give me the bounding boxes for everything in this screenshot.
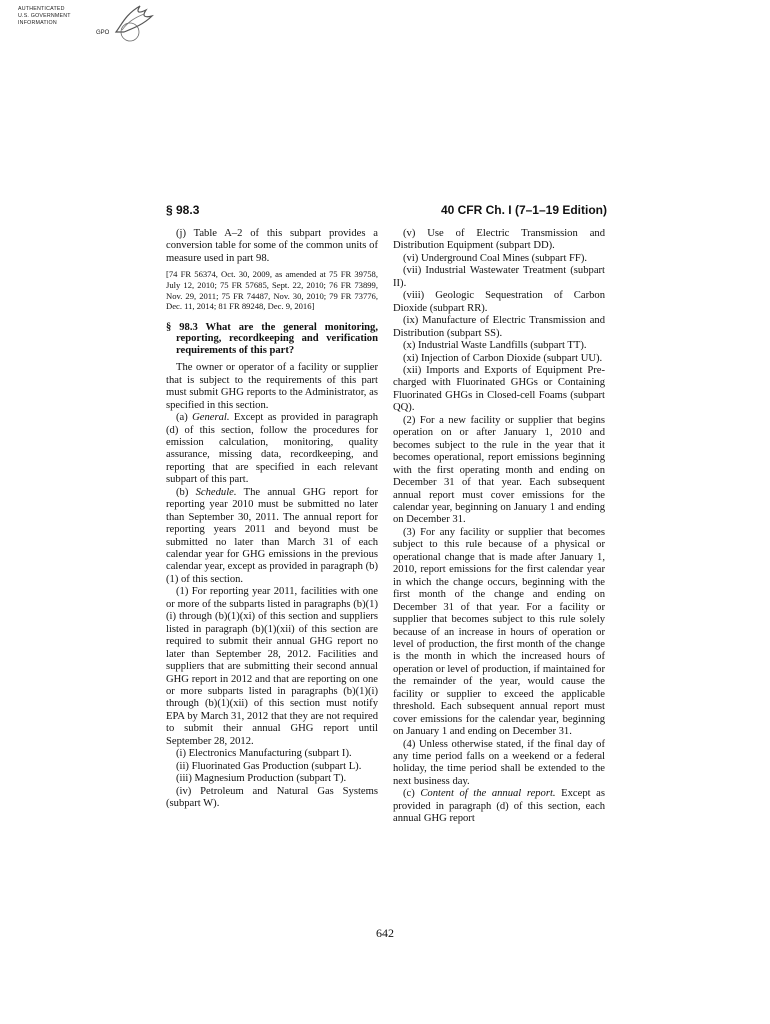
paragraph-c-term: Content of the annual report. — [420, 788, 556, 800]
seal-text-line-3: INFORMATION — [18, 20, 57, 26]
seal-text-line-2: U.S. GOVERNMENT — [18, 13, 71, 19]
list-item-xii: (xii) Imports and Exports of Equipment Pre-charged with Fluorinated GHGs or Containing Fluorinated GHGs in Closed-cell Foams (subpart QQ). — [393, 364, 605, 414]
paragraph-b2: (2) For a new facility or supplier that begins operation on or after January 1, 2010 and becomes subject to the rule in the year that it becomes operational, report emissions beginning with the first operating month and ending on December 31 of that year. Each subsequent annual report must cover emissions for the calendar year, beginning on January 1 and ending on December 31. — [393, 414, 605, 526]
paragraph-b — [166, 487, 378, 587]
paragraph-c-text: Except as provided in paragraph (d) of this section, each annual GHG report — [393, 788, 605, 825]
list-item-ii: (ii) Fluorinated Gas Production (subpart L). — [176, 760, 362, 772]
list-item-vii: (vii) Industrial Wastewater Treatment (subpart II). — [393, 265, 605, 289]
paragraph-b3: (3) For any facility or supplier that becomes subject to this rule because of a physical or operational change that is made after January 1, 2010, report emissions for the first calendar year in which the change occurs, beginning with the first month of the change and ending on December 31 of that year. For a facility or supplier that becomes subject to this rule solely because of an increase in hours of operation or level of production, the first month of the change is the month in which the increased hours of operation or level of production, if maintained for the remainder of the year, would cause the facility or supplier to exceed the applicable threshold. Each subsequent annual report must cover emissions for the calendar year, beginning on January 1 and ending on December 31. — [393, 526, 605, 738]
paragraph-b-label: (b) — [176, 486, 196, 498]
intro-paragraph: The owner or operator of a facility or supplier that is subject to the requirements of this part must submit GHG reports to the Administrator, as specified in this section. — [166, 362, 378, 411]
left-column — [166, 228, 378, 811]
eagle-icon — [110, 2, 156, 42]
list-item-vi: (vi) Underground Coal Mines (subpart FF). — [403, 252, 587, 264]
list-item-v: (v) Use of Electric Transmission and Distribution Equipment (subpart DD). — [393, 228, 605, 252]
page-number: 642 — [376, 926, 394, 940]
gpo-authentication-seal — [18, 2, 148, 50]
amendment-citation: [74 FR 56374, Oct. 30, 2009, as amended at 75 FR 39758, July 12, 2010; 75 FR 57685, Sept. 22, 2010; 76 FR 73899, Nov. 29, 2011; 75 FR 74487, Nov. 30, 2010; 79 FR 73776, Dec. 11, 2014; 81 FR 89248, Dec. 9, 2016] — [166, 269, 378, 312]
right-column — [393, 228, 605, 826]
list-item-xi: (xi) Injection of Carbon Dioxide (subpart UU). — [403, 352, 603, 364]
paragraph-a-label: (a) — [176, 412, 193, 424]
list-item-iii: (iii) Magnesium Production (subpart T). — [176, 773, 347, 785]
paragraph-a-term: General. — [192, 412, 230, 424]
paragraph-j: (j) Table A–2 of this subpart provides a conversion table for some of the common units of measure used in part 98. — [166, 228, 378, 264]
paragraph-b1: (1) For reporting year 2011, facilities with one or more of the subparts listed in paragraphs (b)(1)(i) through (b)(1)(xi) of this section and suppliers listed in paragraph (b)(1)(xii) of this section are required to submit their annual GHG report no later than September 28, 2012. Facilities and suppliers that are submitting their second annual GHG report in 2012 and that are reporting on one or more subparts listed in paragraphs (b)(1)(i) through (b)(1)(xii) of this section must notify EPA by March 31, 2012 that they are not required to submit their annual GHG report until September 28, 2012. — [166, 586, 378, 747]
list-item-ix: (ix) Manufacture of Electric Transmission and Distribution (subpart SS). — [393, 315, 605, 339]
seal-gpo-label: GPO — [96, 30, 110, 36]
list-item-iv: (iv) Petroleum and Natural Gas Systems (subpart W). — [166, 785, 378, 810]
seal-text-line-1: AUTHENTICATED — [18, 6, 65, 12]
running-head-title: 40 CFR Ch. I (7–1–19 Edition) — [440, 203, 607, 217]
paragraph-b4: (4) Unless otherwise stated, if the final day of any time period falls on a weekend or a federal holiday, the time period shall be extended to the next business day. — [393, 738, 605, 787]
running-head-section: § 98.3 — [166, 203, 200, 217]
paragraph-a-text: Except as provided in paragraph (d) of this section, follow the procedures for emission calculation, monitoring, quality assurance, missing data, recordkeeping, and reporting that are specified in each relevant subpart of this part. — [166, 412, 378, 486]
paragraph-b-term: Schedule. — [195, 486, 237, 498]
running-head — [166, 203, 607, 219]
list-item-i: (i) Electronics Manufacturing (subpart I). — [176, 748, 352, 760]
paragraph-c — [393, 788, 605, 825]
paragraph-b-text: The annual GHG report for reporting year 2010 must be submitted no later than September 30, 2011. The annual report for reporting years 2011 and beyond must be submitted no later than March 31 of each calendar year for GHG emissions in the previous calendar year, except as provided in paragraph (b)(1) of this section. — [166, 486, 378, 585]
paragraph-c-label: (c) — [403, 788, 421, 800]
list-item-viii: (viii) Geologic Sequestration of Carbon Dioxide (subpart RR). — [393, 290, 605, 314]
paragraph-a — [166, 412, 378, 487]
section-heading: § 98.3 What are the general monitoring, reporting, recordkeeping and verification requirements of this part? — [166, 321, 378, 356]
list-item-x: (x) Industrial Waste Landfills (subpart TT). — [403, 340, 587, 352]
